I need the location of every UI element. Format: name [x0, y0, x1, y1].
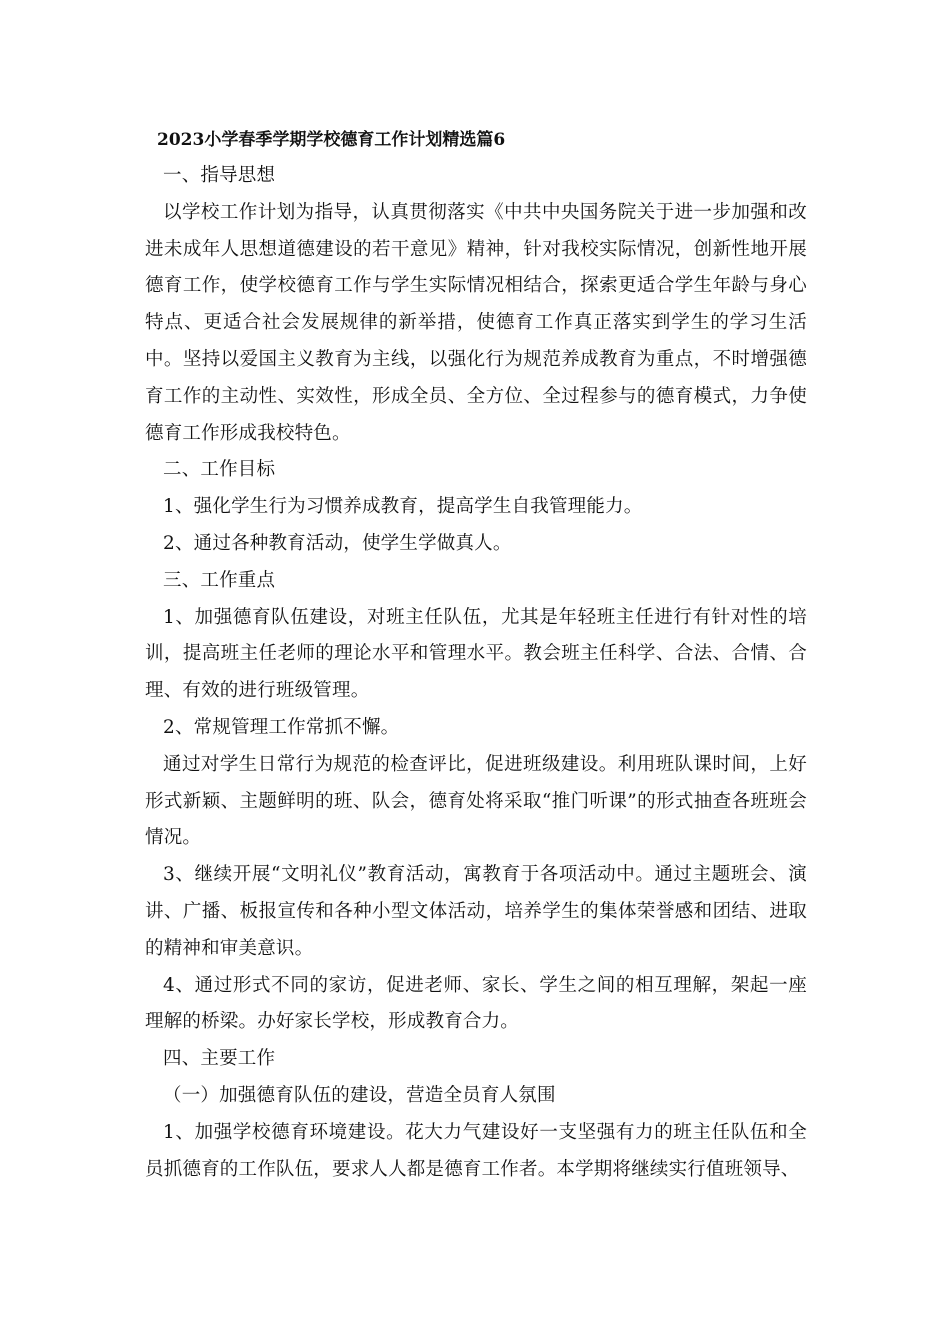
paragraph-guiding-ideology: 以学校工作计划为指导，认真贯彻落实《中共中央国务院关于进一步加强和改进未成年人思想道德建设的若干意见》精神，针对我校实际情况，创新性地开展德育工作，使学校德育工作与学生实际情况相结合，探索更适合学生年龄与身心特点、更适合社会发展规律的新举措，使德育工作真正落实到学生的学习生活中。坚持以爱国主义教育为主线，以强化行为规范养成教育为重点，不时增强德育工作的主动性、实效性，形成全员、全方位、全过程参与的德育模式，力争使德育工作形成我校特色。 [145, 201, 807, 444]
paragraph-focus-3: 3、继续开展“文明礼仪”教育活动，寓教育于各项活动中。通过主题班会、演讲、广播、板报宣传和各种小型文体活动，培养学生的集体荣誉感和团结、进取的精神和审美意识。 [145, 864, 807, 959]
paragraph-goal-2: 2、通过各种教育活动，使学生学做真人。 [163, 532, 512, 554]
subsection-heading-team-building: （一）加强德育队伍的建设，营造全员育人氛围 [163, 1084, 556, 1106]
paragraph-focus-2-detail: 通过对学生日常行为规范的检查评比，促进班级建设。利用班队课时间，上好形式新颖、主题鲜明的班、队会，德育处将采取“推门听课”的形式抽查各班班会情况。 [145, 753, 807, 849]
paragraph-focus-2: 2、常规管理工作常抓不懈。 [163, 716, 400, 738]
paragraph-goal-1: 1、强化学生行为习惯养成教育，提高学生自我管理能力。 [163, 496, 643, 518]
section-heading-work-goals: 二、工作目标 [163, 459, 276, 481]
section-heading-guiding-ideology: 一、指导思想 [163, 165, 276, 186]
document-body [145, 124, 807, 1188]
document-title: 2023小学春季学期学校德育工作计划精选篇6 [157, 130, 506, 150]
section-heading-main-work: 四、主要工作 [163, 1048, 276, 1070]
paragraph-focus-1: 1、加强德育队伍建设，对班主任队伍，尤其是年轻班主任进行有针对性的培训，提高班主任老师的理论水平和管理水平。教会班主任科学、合法、合情、合理、有效的进行班级管理。 [145, 606, 807, 702]
section-heading-work-focus: 三、工作重点 [163, 569, 276, 591]
paragraph-focus-4: 4、通过形式不同的家访，促进老师、家长、学生之间的相互理解，架起一座理解的桥梁。办好家长学校，形成教育合力。 [145, 974, 807, 1033]
paragraph-main-work-1: 1、加强学校德育环境建设。花大力气建设好一支坚强有力的班主任队伍和全员抓德育的工作队伍，要求人人都是德育工作者。本学期将继续实行值班领导、 [145, 1121, 807, 1180]
